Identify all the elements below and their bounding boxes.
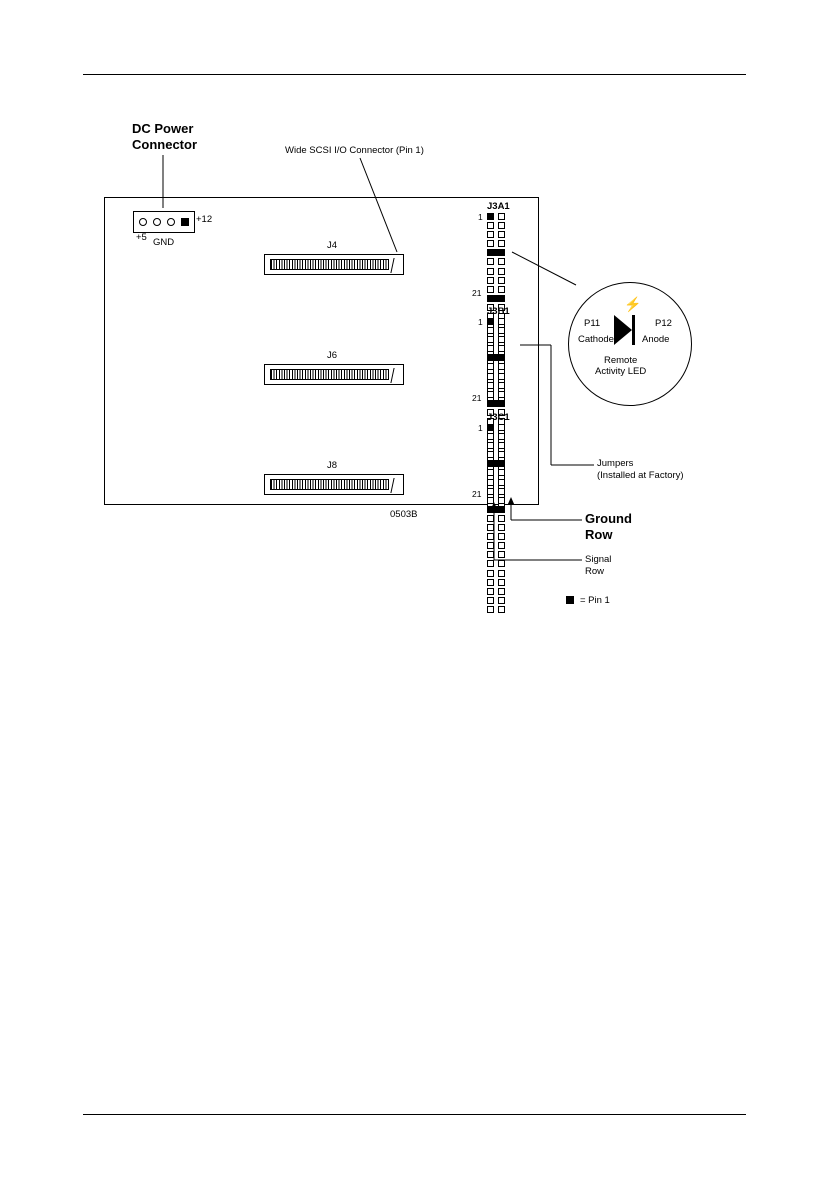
pin-square-icon bbox=[498, 258, 505, 265]
jumper-pin-row bbox=[487, 479, 509, 488]
pin-1-marker-icon bbox=[487, 213, 494, 220]
jumper-pin-row bbox=[487, 597, 509, 606]
jumper-pin-row bbox=[487, 327, 509, 336]
pin-square-icon bbox=[498, 382, 505, 389]
pin-square-icon bbox=[498, 231, 505, 238]
label-j3a1-pin21: 21 bbox=[472, 288, 482, 298]
jumper-pin-row bbox=[487, 277, 509, 286]
jumper-pin-row bbox=[487, 506, 509, 515]
pin-square-icon bbox=[487, 231, 494, 238]
pin-square-icon bbox=[487, 597, 494, 604]
pin-square-icon bbox=[487, 560, 494, 567]
pin-square-icon bbox=[498, 451, 505, 458]
label-gnd: GND bbox=[153, 237, 175, 248]
pin-square-icon bbox=[498, 488, 505, 495]
jumper-pin-row bbox=[487, 560, 509, 569]
jumper-pin-row bbox=[487, 318, 509, 327]
scsi-connector-j4 bbox=[264, 254, 404, 275]
installed-jumper-icon[interactable] bbox=[487, 400, 505, 407]
pin-square-icon bbox=[498, 373, 505, 380]
jumper-pin-row bbox=[487, 433, 509, 442]
pin-square-icon bbox=[487, 363, 494, 370]
pin-square-icon bbox=[498, 222, 505, 229]
label-j3c1: J3C1 bbox=[487, 412, 510, 423]
jumper-pin-row bbox=[487, 451, 509, 460]
label-j3a1: J3A1 bbox=[487, 201, 510, 212]
pin-square-icon bbox=[498, 570, 505, 577]
label-remote-line1: Remote bbox=[604, 355, 638, 366]
pin-square-icon bbox=[498, 588, 505, 595]
dc-power-pin-4-icon bbox=[181, 218, 189, 226]
jumper-pin-row bbox=[487, 515, 509, 524]
jumper-pin-row bbox=[487, 295, 509, 304]
pin-square-icon bbox=[498, 433, 505, 440]
pin-square-icon bbox=[498, 277, 505, 284]
jumper-pin-row bbox=[487, 469, 509, 478]
pin-square-icon bbox=[487, 258, 494, 265]
label-remote-line2: Activity LED bbox=[595, 366, 647, 377]
dc-power-pin-1-icon bbox=[139, 218, 147, 226]
pin-square-icon bbox=[498, 268, 505, 275]
installed-jumper-icon[interactable] bbox=[487, 249, 505, 256]
pin-square-icon bbox=[487, 551, 494, 558]
pin-square-icon bbox=[487, 222, 494, 229]
jumper-pin-row bbox=[487, 391, 509, 400]
jumper-pin-row bbox=[487, 533, 509, 542]
pin-square-icon bbox=[487, 327, 494, 334]
jumper-block-j3c1 bbox=[487, 424, 509, 615]
pin-square-icon bbox=[487, 277, 494, 284]
installed-jumper-icon[interactable] bbox=[487, 506, 505, 513]
pin-square-icon bbox=[498, 363, 505, 370]
pin-square-icon bbox=[487, 606, 494, 613]
pin-square-icon bbox=[498, 213, 505, 220]
pin-square-icon bbox=[498, 551, 505, 558]
jumper-pin-row bbox=[487, 240, 509, 249]
pin-square-icon bbox=[498, 597, 505, 604]
label-j8: J8 bbox=[327, 460, 338, 471]
pin-square-icon bbox=[487, 588, 494, 595]
pin-square-icon bbox=[498, 542, 505, 549]
label-j3b1-pin21: 21 bbox=[472, 393, 482, 403]
label-anode: Anode bbox=[642, 334, 670, 345]
label-j3b1-pin1: 1 bbox=[478, 317, 483, 327]
dc-power-pin-2-icon bbox=[153, 218, 161, 226]
pin-square-icon bbox=[487, 345, 494, 352]
scsi-notch-j6-icon bbox=[390, 368, 401, 383]
pin-square-icon bbox=[487, 479, 494, 486]
label-j4: J4 bbox=[327, 240, 338, 251]
jumper-pin-row bbox=[487, 460, 509, 469]
pin-square-icon bbox=[487, 433, 494, 440]
pin-square-icon bbox=[487, 373, 494, 380]
pin-square-icon bbox=[498, 391, 505, 398]
jumper-pin-row bbox=[487, 258, 509, 267]
pin-square-icon bbox=[487, 451, 494, 458]
scsi-pins-j6 bbox=[270, 369, 389, 380]
installed-jumper-icon[interactable] bbox=[487, 460, 505, 467]
jumper-pin-row bbox=[487, 488, 509, 497]
label-j3b1: J3B1 bbox=[487, 306, 510, 317]
jumper-pin-row bbox=[487, 286, 509, 295]
label-jumpers-line2: (Installed at Factory) bbox=[597, 470, 684, 481]
jumper-pin-row bbox=[487, 231, 509, 240]
label-dc-power-line1: DC Power bbox=[132, 121, 194, 136]
pin-1-marker-icon bbox=[487, 318, 494, 325]
pin-square-icon bbox=[498, 579, 505, 586]
label-signal-row-line2: Row bbox=[585, 566, 605, 577]
jumper-pin-row bbox=[487, 382, 509, 391]
jumper-pin-row bbox=[487, 222, 509, 231]
dc-power-connector bbox=[133, 211, 195, 233]
pin-square-icon bbox=[498, 286, 505, 293]
scsi-connector-j6 bbox=[264, 364, 404, 385]
pin-square-icon bbox=[498, 442, 505, 449]
scsi-notch-j4-icon bbox=[390, 258, 401, 273]
pin-square-icon bbox=[487, 570, 494, 577]
jumper-pin-row bbox=[487, 363, 509, 372]
pin-square-icon bbox=[487, 515, 494, 522]
jumper-pin-row bbox=[487, 524, 509, 533]
pin-square-icon bbox=[487, 579, 494, 586]
scsi-notch-j8-icon bbox=[390, 478, 401, 493]
jumper-pin-row bbox=[487, 354, 509, 363]
scsi-connector-j8 bbox=[264, 474, 404, 495]
pin-square-icon bbox=[487, 497, 494, 504]
pin-square-icon bbox=[498, 497, 505, 504]
label-ground-row-line1: Ground bbox=[585, 511, 632, 526]
footer-rule bbox=[83, 1114, 746, 1115]
pin-square-icon bbox=[498, 345, 505, 352]
pin-square-icon bbox=[487, 382, 494, 389]
jumper-pin-row bbox=[487, 551, 509, 560]
led-flash-icon: ⚡ bbox=[624, 296, 642, 312]
pin-1-marker-icon bbox=[487, 424, 494, 431]
jumper-pin-row bbox=[487, 336, 509, 345]
jumper-pin-row bbox=[487, 373, 509, 382]
label-j3c1-pin21: 21 bbox=[472, 489, 482, 499]
dc-power-pin-3-icon bbox=[167, 218, 175, 226]
jumper-pin-row bbox=[487, 268, 509, 277]
pin-square-icon bbox=[498, 479, 505, 486]
label-plus5: +5 bbox=[136, 232, 147, 243]
pin-square-icon bbox=[487, 268, 494, 275]
pin-square-icon bbox=[487, 336, 494, 343]
installed-jumper-icon[interactable] bbox=[487, 354, 505, 361]
pin-square-icon bbox=[498, 524, 505, 531]
pin-square-icon bbox=[487, 286, 494, 293]
pin-square-icon bbox=[498, 515, 505, 522]
label-j6: J6 bbox=[327, 350, 338, 361]
label-ground-row-line2: Row bbox=[585, 527, 613, 542]
pin-square-icon bbox=[498, 606, 505, 613]
pin-square-icon bbox=[498, 424, 505, 431]
label-wide-scsi-connector: Wide SCSI I/O Connector (Pin 1) bbox=[285, 145, 424, 156]
scsi-pins-j4 bbox=[270, 259, 389, 270]
pin-square-icon bbox=[487, 442, 494, 449]
label-cathode: Cathode bbox=[578, 334, 614, 345]
jumper-pin-row bbox=[487, 588, 509, 597]
pin-square-icon bbox=[487, 391, 494, 398]
label-plus12: +12 bbox=[196, 214, 213, 225]
jumper-pin-row bbox=[487, 579, 509, 588]
label-j3a1-pin1: 1 bbox=[478, 212, 483, 222]
scsi-pins-j8 bbox=[270, 479, 389, 490]
pin-square-icon bbox=[498, 336, 505, 343]
jumper-pin-row bbox=[487, 542, 509, 551]
pin-square-icon bbox=[487, 488, 494, 495]
label-j3c1-pin1: 1 bbox=[478, 423, 483, 433]
pin-square-icon bbox=[487, 524, 494, 531]
jumper-pin-row bbox=[487, 424, 509, 433]
pin-square-icon bbox=[487, 533, 494, 540]
jumper-pin-row bbox=[487, 497, 509, 506]
label-jumpers-line1: Jumpers bbox=[597, 458, 634, 469]
label-signal-row-line1: Signal bbox=[585, 554, 612, 565]
label-dc-power-line2: Connector bbox=[132, 137, 197, 152]
pin-square-icon bbox=[487, 240, 494, 247]
pin-square-icon bbox=[498, 469, 505, 476]
jumper-pin-row bbox=[487, 570, 509, 579]
label-pin1-legend: = Pin 1 bbox=[580, 595, 610, 606]
jumper-pin-row bbox=[487, 345, 509, 354]
installed-jumper-icon[interactable] bbox=[487, 295, 505, 302]
jumper-pin-row bbox=[487, 606, 509, 615]
pin-square-icon bbox=[498, 318, 505, 325]
board-id: 0503B bbox=[390, 509, 418, 520]
jumper-pin-row bbox=[487, 249, 509, 258]
pin-square-icon bbox=[498, 560, 505, 567]
pin1-legend-icon bbox=[566, 596, 574, 604]
pin-square-icon bbox=[498, 533, 505, 540]
pin-square-icon bbox=[498, 327, 505, 334]
pin-square-icon bbox=[487, 469, 494, 476]
jumper-pin-row bbox=[487, 442, 509, 451]
label-p12: P12 bbox=[655, 318, 672, 329]
label-p11: P11 bbox=[584, 318, 601, 329]
header-rule bbox=[83, 74, 746, 75]
jumper-pin-row bbox=[487, 400, 509, 409]
pin-square-icon bbox=[487, 542, 494, 549]
jumper-pin-row bbox=[487, 213, 509, 222]
pin-square-icon bbox=[498, 240, 505, 247]
